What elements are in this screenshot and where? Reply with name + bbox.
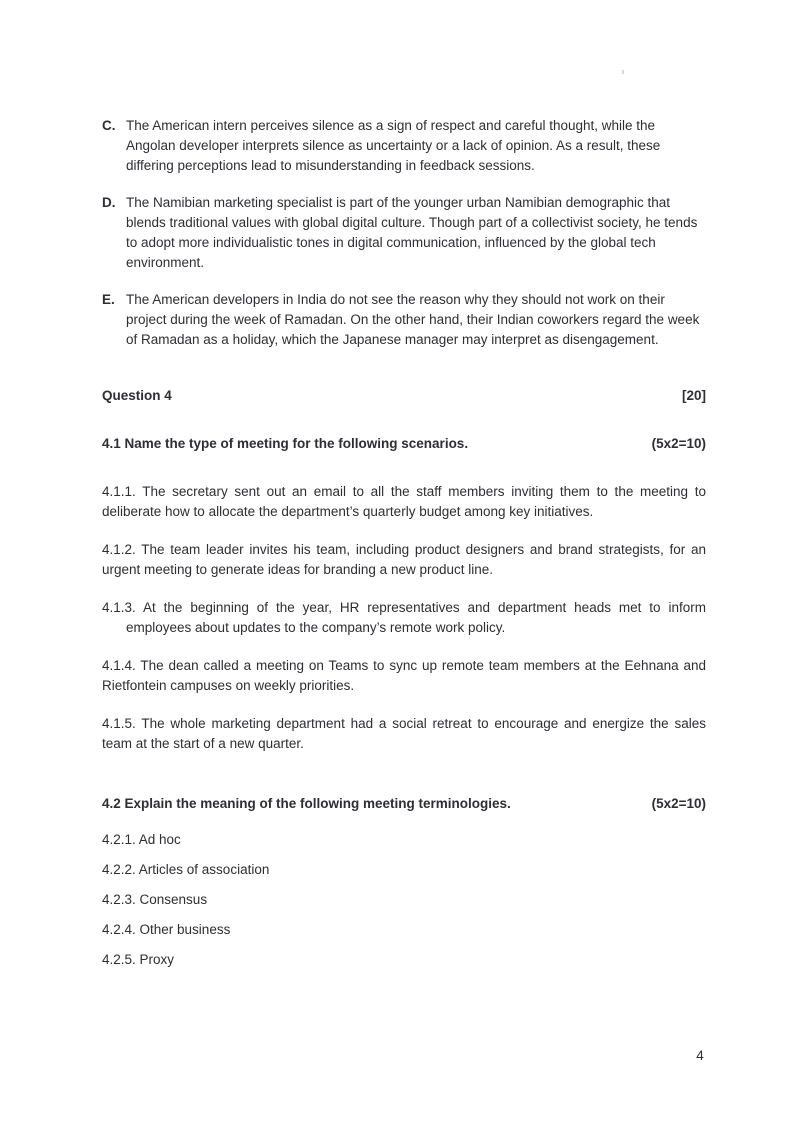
list-item-c xyxy=(102,116,706,176)
scenario-4-1-4: 4.1.4. The dean called a meeting on Teams to sync up remote team members at the Eehnana and Rietfontein campuses on weekly priorities. xyxy=(102,658,706,693)
section-41-title: 4.1 Name the type of meeting for the following scenarios. xyxy=(102,436,469,451)
list-item-e xyxy=(102,290,706,350)
term-4-2-4: 4.2.4. Other business xyxy=(102,922,231,937)
scenario-4-1-1: 4.1.1. The secretary sent out an email to all the staff members inviting them to the meeting to deliberate how to allocate the department’s quarterly budget among key initiatives. xyxy=(102,484,706,519)
scan-artifact xyxy=(622,70,624,74)
question-marks: [20] xyxy=(681,388,706,403)
section-42-title: 4.2 Explain the meaning of the following meeting terminologies. xyxy=(102,796,511,811)
scenario-4-1-2: 4.1.2. The team leader invites his team, including product designers and brand strategists, for an urgent meeting to generate ideas for branding a new product line. xyxy=(102,542,706,577)
term-4-2-5: 4.2.5. Proxy xyxy=(102,952,175,967)
question-header xyxy=(102,386,706,406)
page-number: 4 xyxy=(696,1048,704,1063)
section-41-heading xyxy=(102,434,706,454)
item-letter: C. xyxy=(102,118,116,133)
section-42-heading xyxy=(102,794,706,814)
document-content xyxy=(102,116,706,980)
item-text: The American developers in India do not see the reason why they should not work on their project during the week of Ramadan. On the other hand, their Indian coworkers regard the week of Ramadan as a holiday, which the Japanese manager may interpret as disengagement. xyxy=(126,292,700,347)
item-letter: E. xyxy=(102,292,115,307)
question-title: Question 4 xyxy=(102,388,172,403)
section-41-marks: (5x2=10) xyxy=(651,436,706,451)
section-42-marks: (5x2=10) xyxy=(651,796,706,811)
term-4-2-1: 4.2.1. Ad hoc xyxy=(102,832,181,847)
scenario-4-1-5: 4.1.5. The whole marketing department had a social retreat to encourage and energize the sales team at the start of a new quarter. xyxy=(102,716,706,751)
list-item-d xyxy=(102,193,706,273)
term-4-2-2: 4.2.2. Articles of association xyxy=(102,862,270,877)
term-4-2-3: 4.2.3. Consensus xyxy=(102,892,208,907)
item-text: The American intern perceives silence as a sign of respect and careful thought, while the Angolan developer interprets silence as uncertainty or a lack of opinion. As a result, these differing perceptions lead to misunderstanding in feedback sessions. xyxy=(126,118,661,173)
scenario-4-1-3: 4.1.3. At the beginning of the year, HR representatives and department heads met to inform employees about updates to the company’s remote work policy. xyxy=(102,600,706,635)
item-text: The Namibian marketing specialist is part of the younger urban Namibian demographic that blends traditional values with global digital culture. Though part of a collectivist society, he tends to adopt more individualistic tones in digital communication, influenced by the global tech environment. xyxy=(126,195,698,270)
item-letter: D. xyxy=(102,195,116,210)
